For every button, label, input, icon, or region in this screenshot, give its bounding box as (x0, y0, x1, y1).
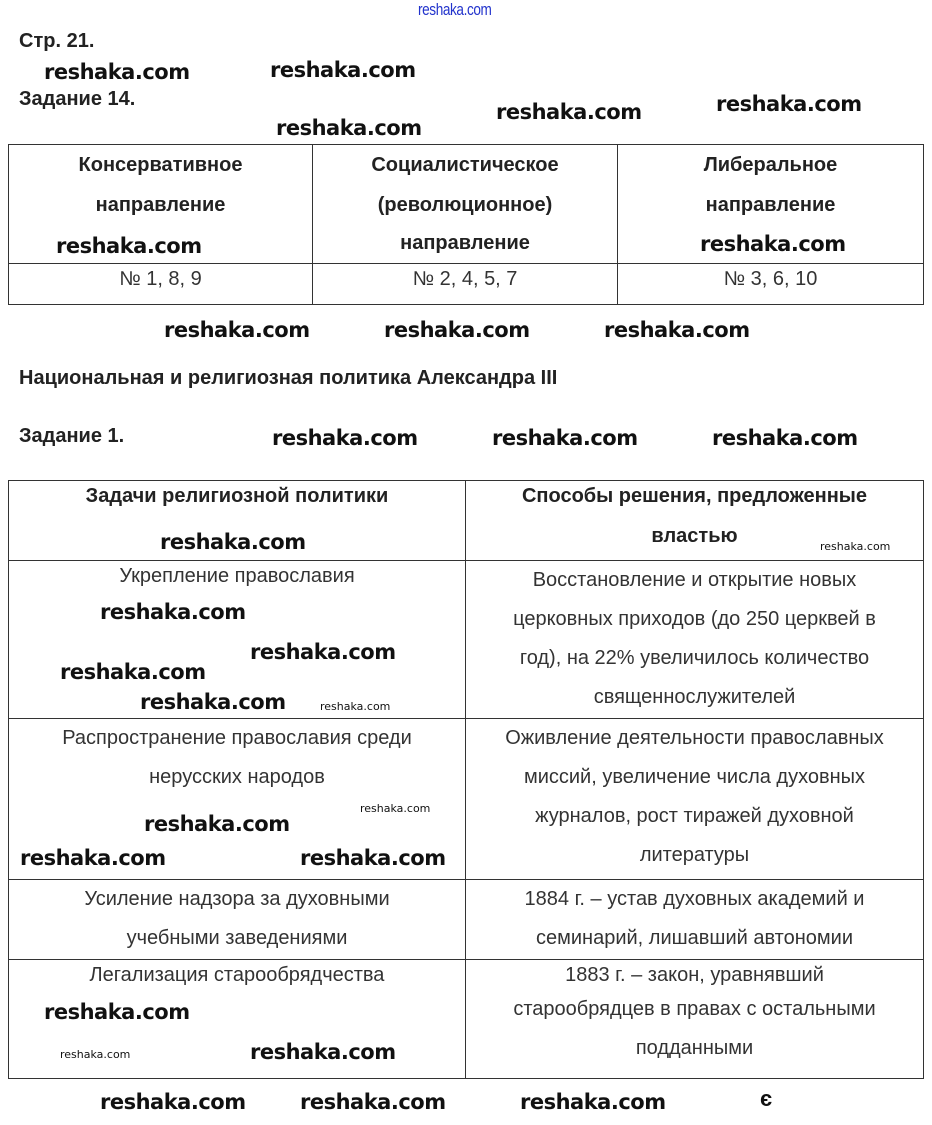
watermark: reshaka.com (100, 600, 246, 624)
header-line: Задачи религиозной политики (85, 485, 389, 507)
cell-line: миссий, увеличение числа духовных (523, 766, 866, 788)
watermark: reshaka.com (716, 92, 862, 116)
watermark: reshaka.com (276, 116, 422, 140)
cell-line: Укрепление православия (119, 565, 355, 587)
cell-line: 1884 г. – устав духовных академий и (524, 888, 865, 910)
watermark: reshaka.com (300, 846, 446, 870)
cell-line: 1883 г. – закон, уравнявший (565, 964, 824, 986)
cell-line: нерусских народов (149, 766, 325, 788)
cell-line: учебными заведениями (126, 927, 348, 949)
watermark: reshaka.com (60, 660, 206, 684)
watermark: reshaka.com (56, 234, 202, 258)
cell-line: священнослужителей (593, 686, 796, 708)
cell-line: Восстановление и открытие новых (532, 569, 857, 591)
task14-table (8, 144, 924, 305)
header-line: Либеральное (703, 154, 838, 176)
table-row (9, 880, 924, 960)
cell-socialist: № 2, 4, 5, 7 (313, 264, 618, 305)
watermark: reshaka.com (712, 426, 858, 450)
watermark: reshaka.com (604, 318, 750, 342)
header-line: (революционное) (377, 194, 553, 216)
task14-title: Задание 14. (19, 88, 136, 110)
cell-conservative: № 1, 8, 9 (9, 264, 313, 305)
cell-line: литературы (639, 844, 750, 866)
watermark: reshaka.com (140, 690, 286, 714)
watermark: reshaka.com (492, 426, 638, 450)
header-line: направление (705, 194, 836, 216)
cell-line: Легализация старообрядчества (89, 964, 385, 986)
cell-line: журналов, рост тиражей духовной (535, 805, 854, 827)
cell-line: подданными (635, 1037, 754, 1059)
watermark: reshaka.com (520, 1090, 666, 1114)
watermark: reshaka.com (250, 640, 396, 664)
watermark: reshaka.com (20, 846, 166, 870)
task1-title: Задание 1. (19, 425, 125, 447)
cell-line: Усиление надзора за духовными (84, 888, 390, 910)
cell-line: Распространение православия среди (62, 727, 412, 749)
header-line: направление (400, 232, 530, 254)
table-row (9, 264, 924, 305)
watermark: reshaka.com (320, 700, 391, 713)
task1-table (8, 480, 924, 1079)
cell-solution (466, 960, 924, 1079)
watermark: reshaka.com (272, 426, 418, 450)
watermark: reshaka.com (384, 318, 530, 342)
section-title: Национальная и религиозная политика Александра III (19, 367, 558, 389)
watermark: reshaka.com (700, 232, 846, 256)
watermark: reshaka.com (418, 0, 492, 19)
cell-line: год), на 22% увеличилось количество (519, 647, 870, 669)
cell-task (9, 880, 466, 960)
header-line: властью (651, 525, 738, 547)
watermark: reshaka.com (144, 812, 290, 836)
table-header-row (9, 481, 924, 561)
cell-solution (466, 561, 924, 719)
cell-line: церковных приходов (до 250 церквей в (513, 608, 876, 630)
watermark: reshaka.com (44, 1000, 190, 1024)
watermark: reshaka.com (270, 58, 416, 82)
watermark: reshaka.com (164, 318, 310, 342)
cell-solution (466, 719, 924, 880)
cell-line: семинарий, лишавший автономии (535, 927, 853, 949)
watermark: reshaka.com (44, 60, 190, 84)
cell-solution (466, 880, 924, 960)
header-socialist (313, 145, 618, 264)
page-label: Стр. 21. (19, 30, 95, 52)
watermark: reshaka.com (820, 540, 891, 553)
watermark: reshaka.com (160, 530, 306, 554)
watermark: reshaka.com (300, 1090, 446, 1114)
header-line: направление (95, 194, 226, 216)
cell-line: Оживление деятельности православных (505, 727, 884, 749)
watermark: reshaka.com (250, 1040, 396, 1064)
watermark: reshaka.com (60, 1048, 131, 1061)
cell-line: старообрядцев в правах с остальными (513, 998, 876, 1020)
cell-liberal: № 3, 6, 10 (618, 264, 924, 305)
header-line: Консервативное (78, 154, 243, 176)
watermark: reshaka.com (496, 100, 642, 124)
watermark: reshaka.com (100, 1090, 246, 1114)
footer-mark: є (760, 1086, 773, 1111)
header-line: Социалистическое (371, 154, 559, 176)
header-line: Способы решения, предложенные (521, 485, 867, 507)
watermark: reshaka.com (360, 802, 431, 815)
